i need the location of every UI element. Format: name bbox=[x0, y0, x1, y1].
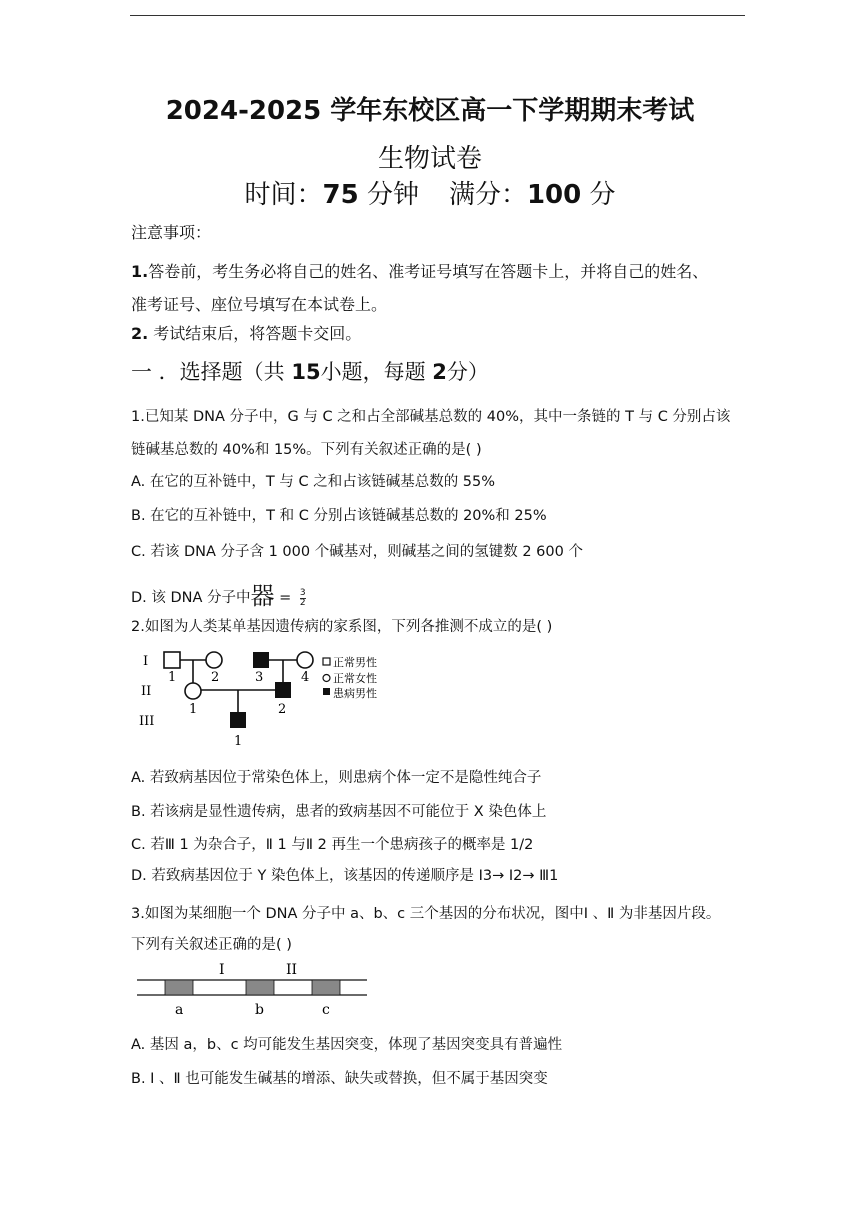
q2-option-c: C. 若Ⅲ 1 为杂合子，Ⅱ 1 与Ⅱ 2 再生一个患病孩子的概率是 1/2 bbox=[131, 837, 534, 853]
gene-label-a: a bbox=[175, 1002, 184, 1018]
pedigree-label-I3: 3 bbox=[255, 670, 264, 685]
gene-a-segment bbox=[165, 980, 193, 995]
q3-option-a: A. 基因 a，b、c 均可能发生基因突变，体现了基因突变具有普遍性 bbox=[131, 1037, 563, 1053]
q3-stem-line2: 下列有关叙述正确的是( ) bbox=[131, 937, 292, 953]
pedigree-label-I4: 4 bbox=[301, 670, 310, 685]
time-unit: 分钟 bbox=[358, 180, 419, 210]
q1-option-a: A. 在它的互补链中，T 与 C 之和占该链碱基总数的 55% bbox=[131, 474, 496, 490]
time-label: 时间： bbox=[244, 180, 323, 210]
exam-time-score bbox=[0, 174, 860, 211]
legend-affected-icon bbox=[323, 688, 330, 695]
notice-item-1-num: 1. bbox=[131, 262, 149, 281]
legend-normal-male: 正常男性 bbox=[333, 656, 377, 669]
section-count: 15 bbox=[291, 360, 321, 384]
gene-b-segment bbox=[246, 980, 274, 995]
pedigree-I3-affected-male bbox=[253, 652, 269, 668]
pedigree-I1-male bbox=[164, 652, 180, 668]
score-value: 100 bbox=[526, 180, 582, 210]
gene-c-segment bbox=[312, 980, 340, 995]
pedigree-I2-female bbox=[206, 652, 222, 668]
pedigree-gen-label-I: I bbox=[143, 654, 149, 669]
top-rule bbox=[130, 15, 745, 16]
gene-label-c: c bbox=[322, 1002, 330, 1018]
q1-option-d-prefix: D. 该 DNA 分子中 bbox=[131, 590, 251, 606]
legend-female-icon bbox=[323, 675, 330, 682]
pedigree-I4-female bbox=[297, 652, 313, 668]
dna-gene-diagram bbox=[135, 958, 375, 1020]
q1-stem-line1: 1.已知某 DNA 分子中，G 与 C 之和占全部碱基总数的 40%，其中一条链的 T 与 C 分别占该 bbox=[131, 409, 731, 425]
notice-item-1 bbox=[131, 259, 708, 282]
notice-item-1-line1: 答卷前，考生务必将自己的姓名、准考证号填写在答题卡上，并将自己的姓名、 bbox=[148, 262, 709, 281]
q1-option-d bbox=[131, 576, 306, 611]
q2-option-b: B. 若该病是显性遗传病，患者的致病基因不可能位于 X 染色体上 bbox=[131, 804, 547, 820]
pedigree-II2-affected-male bbox=[275, 682, 291, 698]
section-prefix: 一 ．选择题（共 bbox=[131, 360, 292, 384]
q3-stem-line1: 3.如图为某细胞一个 DNA 分子中 a、b、c 三个基因的分布状况，图中Ⅰ 、Ⅱ 为非基因片段。 bbox=[131, 906, 721, 922]
exam-title: 2024-2025 学年东校区高一下学期期末考试 bbox=[165, 96, 695, 126]
q3-option-b: B. Ⅰ 、Ⅱ 也可能发生碱基的增添、缺失或替换，但不属于基因突变 bbox=[131, 1071, 548, 1087]
q1-option-d-fraction bbox=[300, 589, 306, 608]
section-mid: 小题，每题 bbox=[320, 360, 433, 384]
q1-option-b: B. 在它的互补链中，T 和 C 分别占该链碱基总数的 20%和 25% bbox=[131, 508, 547, 524]
pedigree-label-I1: 1 bbox=[168, 670, 177, 685]
exam-subtitle: 生物试卷 bbox=[377, 144, 482, 174]
notice-item-1-line2: 准考证号、座位号填写在本试卷上。 bbox=[131, 295, 388, 314]
pedigree-diagram bbox=[135, 645, 415, 750]
legend-male-icon bbox=[323, 658, 330, 665]
pedigree-III1-affected-male bbox=[230, 712, 246, 728]
section-heading bbox=[131, 356, 489, 386]
time-value: 75 bbox=[322, 180, 359, 210]
section-suffix: 分） bbox=[446, 360, 489, 384]
pedigree-label-II1: 1 bbox=[189, 702, 198, 717]
pedigree-label-III1: 1 bbox=[234, 734, 243, 749]
gene-label-b: b bbox=[255, 1002, 264, 1018]
notice-item-2-text: 考试结束后，将答题卡交回。 bbox=[148, 324, 362, 343]
section-points: 2 bbox=[432, 360, 447, 384]
legend-affected-male: 患病男性 bbox=[333, 687, 377, 700]
notice-heading: 注意事项： bbox=[131, 223, 212, 242]
pedigree-label-I2: 2 bbox=[211, 670, 220, 685]
score-label: 满分： bbox=[448, 180, 527, 210]
q2-option-d: D. 若致病基因位于 Y 染色体上，该基因的传递顺序是 Ⅰ3→ Ⅰ2→ Ⅲ1 bbox=[131, 868, 559, 884]
notice-item-2 bbox=[131, 321, 361, 344]
segment-label-II: II bbox=[286, 962, 298, 978]
pedigree-gen-label-III: III bbox=[139, 714, 155, 729]
notice-item-2-num: 2. bbox=[131, 324, 149, 343]
q1-option-d-glyph: 器 bbox=[250, 582, 275, 610]
q1-stem-line2: 链碱基总数的 40%和 15%。下列有关叙述正确的是( ) bbox=[131, 442, 482, 458]
q2-stem: 2.如图为人类某单基因遗传病的家系图，下列各推测不成立的是( ) bbox=[131, 619, 553, 635]
q1-option-c: C. 若该 DNA 分子含 1 000 个碱基对，则碱基之间的氢键数 2 600 个 bbox=[131, 544, 583, 560]
pedigree-II1-female bbox=[185, 683, 201, 699]
pedigree-label-II2: 2 bbox=[278, 702, 287, 717]
q1-option-d-eq: = bbox=[274, 590, 296, 606]
fraction-denominator: 2 bbox=[299, 597, 306, 608]
q2-option-a: A. 若致病基因位于常染色体上，则患病个体一定不是隐性纯合子 bbox=[131, 770, 542, 786]
segment-label-I: I bbox=[219, 962, 225, 978]
pedigree-gen-label-II: II bbox=[141, 684, 152, 699]
score-unit: 分 bbox=[581, 180, 616, 210]
fraction-numerator: 3 bbox=[299, 587, 306, 598]
legend-normal-female: 正常女性 bbox=[333, 672, 377, 685]
